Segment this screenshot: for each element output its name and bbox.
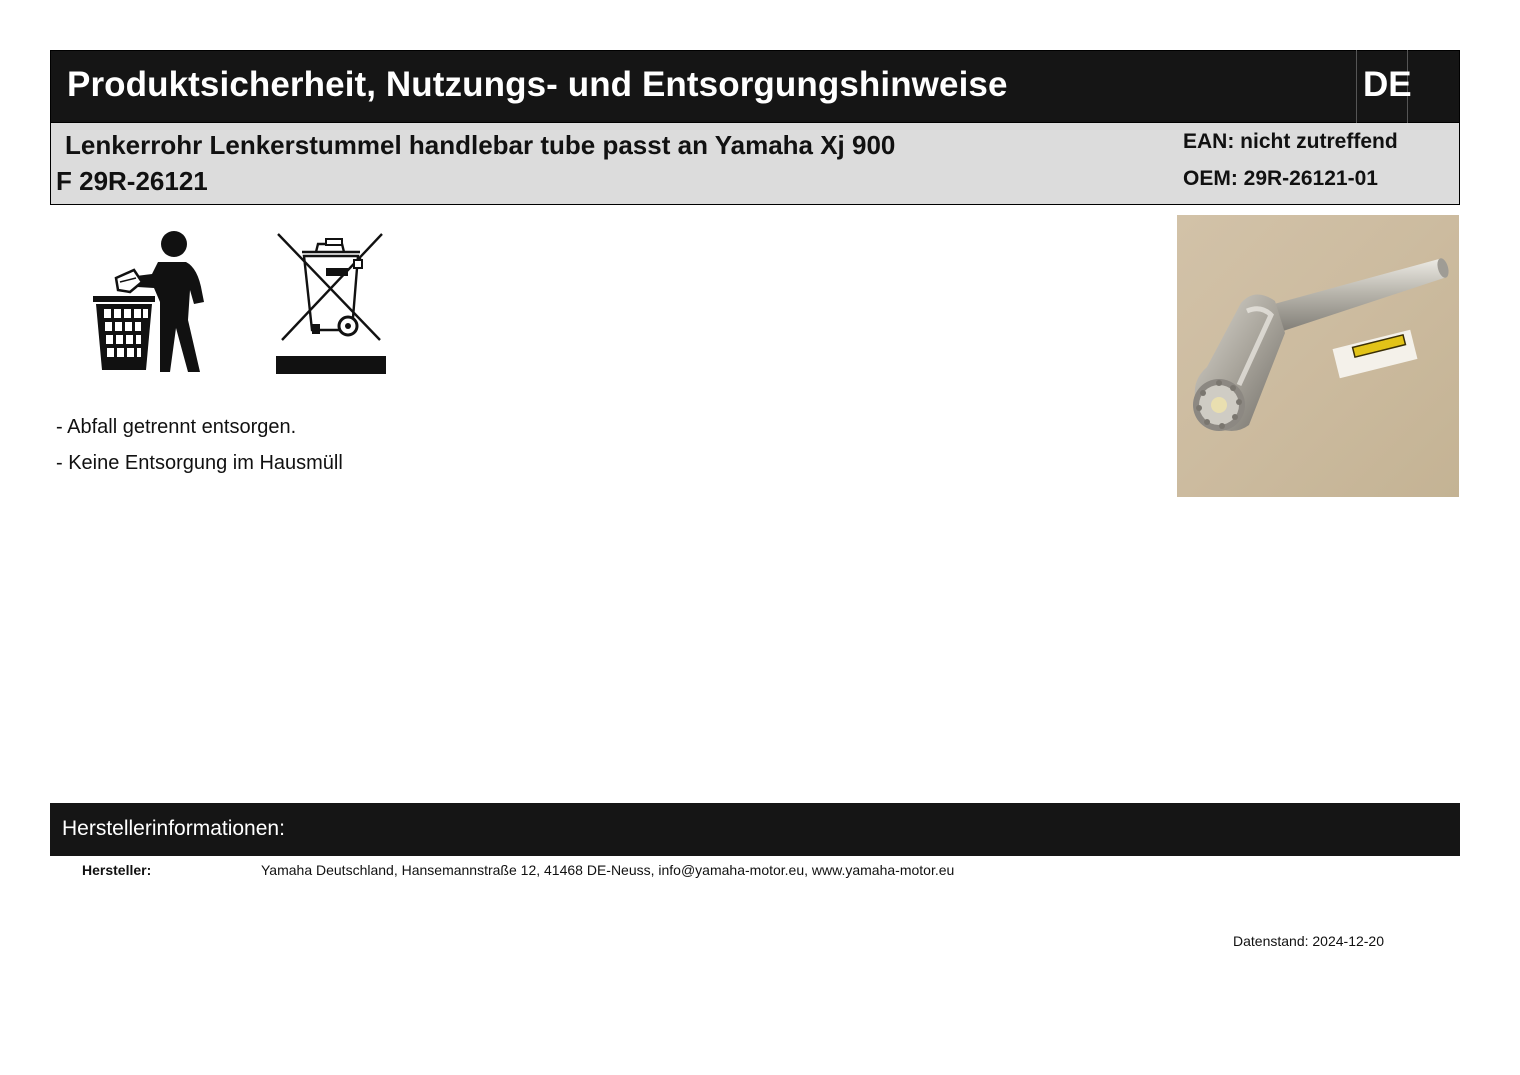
note-no-household-waste: - Keine Entsorgung im Hausmüll	[56, 452, 343, 474]
product-info-bar	[50, 123, 1460, 205]
crossed-out-wheelie-bin-icon	[276, 232, 388, 374]
page-title: Produktsicherheit, Nutzungs- und Entsorgungshinweise	[67, 65, 1008, 104]
manufacturer-value: Yamaha Deutschland, Hansemannstraße 12, 41468 DE-Neuss, info@yamaha-motor.eu, www.yamaha-motor.eu	[261, 862, 955, 878]
language-code: DE	[1363, 65, 1412, 104]
disposal-notes	[56, 414, 343, 486]
product-title: Lenkerrohr Lenkerstummel handlebar tube passt an Yamaha Xj 900 F 29R-26121	[56, 130, 896, 196]
language-badge	[1356, 50, 1412, 123]
ean-value: EAN: nicht zutreffend	[1183, 130, 1398, 153]
note-separate-disposal: - Abfall getrennt entsorgen.	[56, 416, 297, 438]
manufacturer-section-header	[50, 803, 1460, 856]
dispose-in-bin-icon	[90, 228, 210, 374]
oem-value: OEM: 29R-26121-01	[1183, 167, 1378, 190]
date-stamp: Datenstand: 2024-12-20	[1233, 933, 1384, 949]
product-photo	[1177, 215, 1459, 497]
manufacturer-section-title: Herstellerinformationen:	[62, 817, 285, 840]
page-header	[50, 50, 1460, 123]
manufacturer-label: Hersteller:	[82, 862, 152, 878]
